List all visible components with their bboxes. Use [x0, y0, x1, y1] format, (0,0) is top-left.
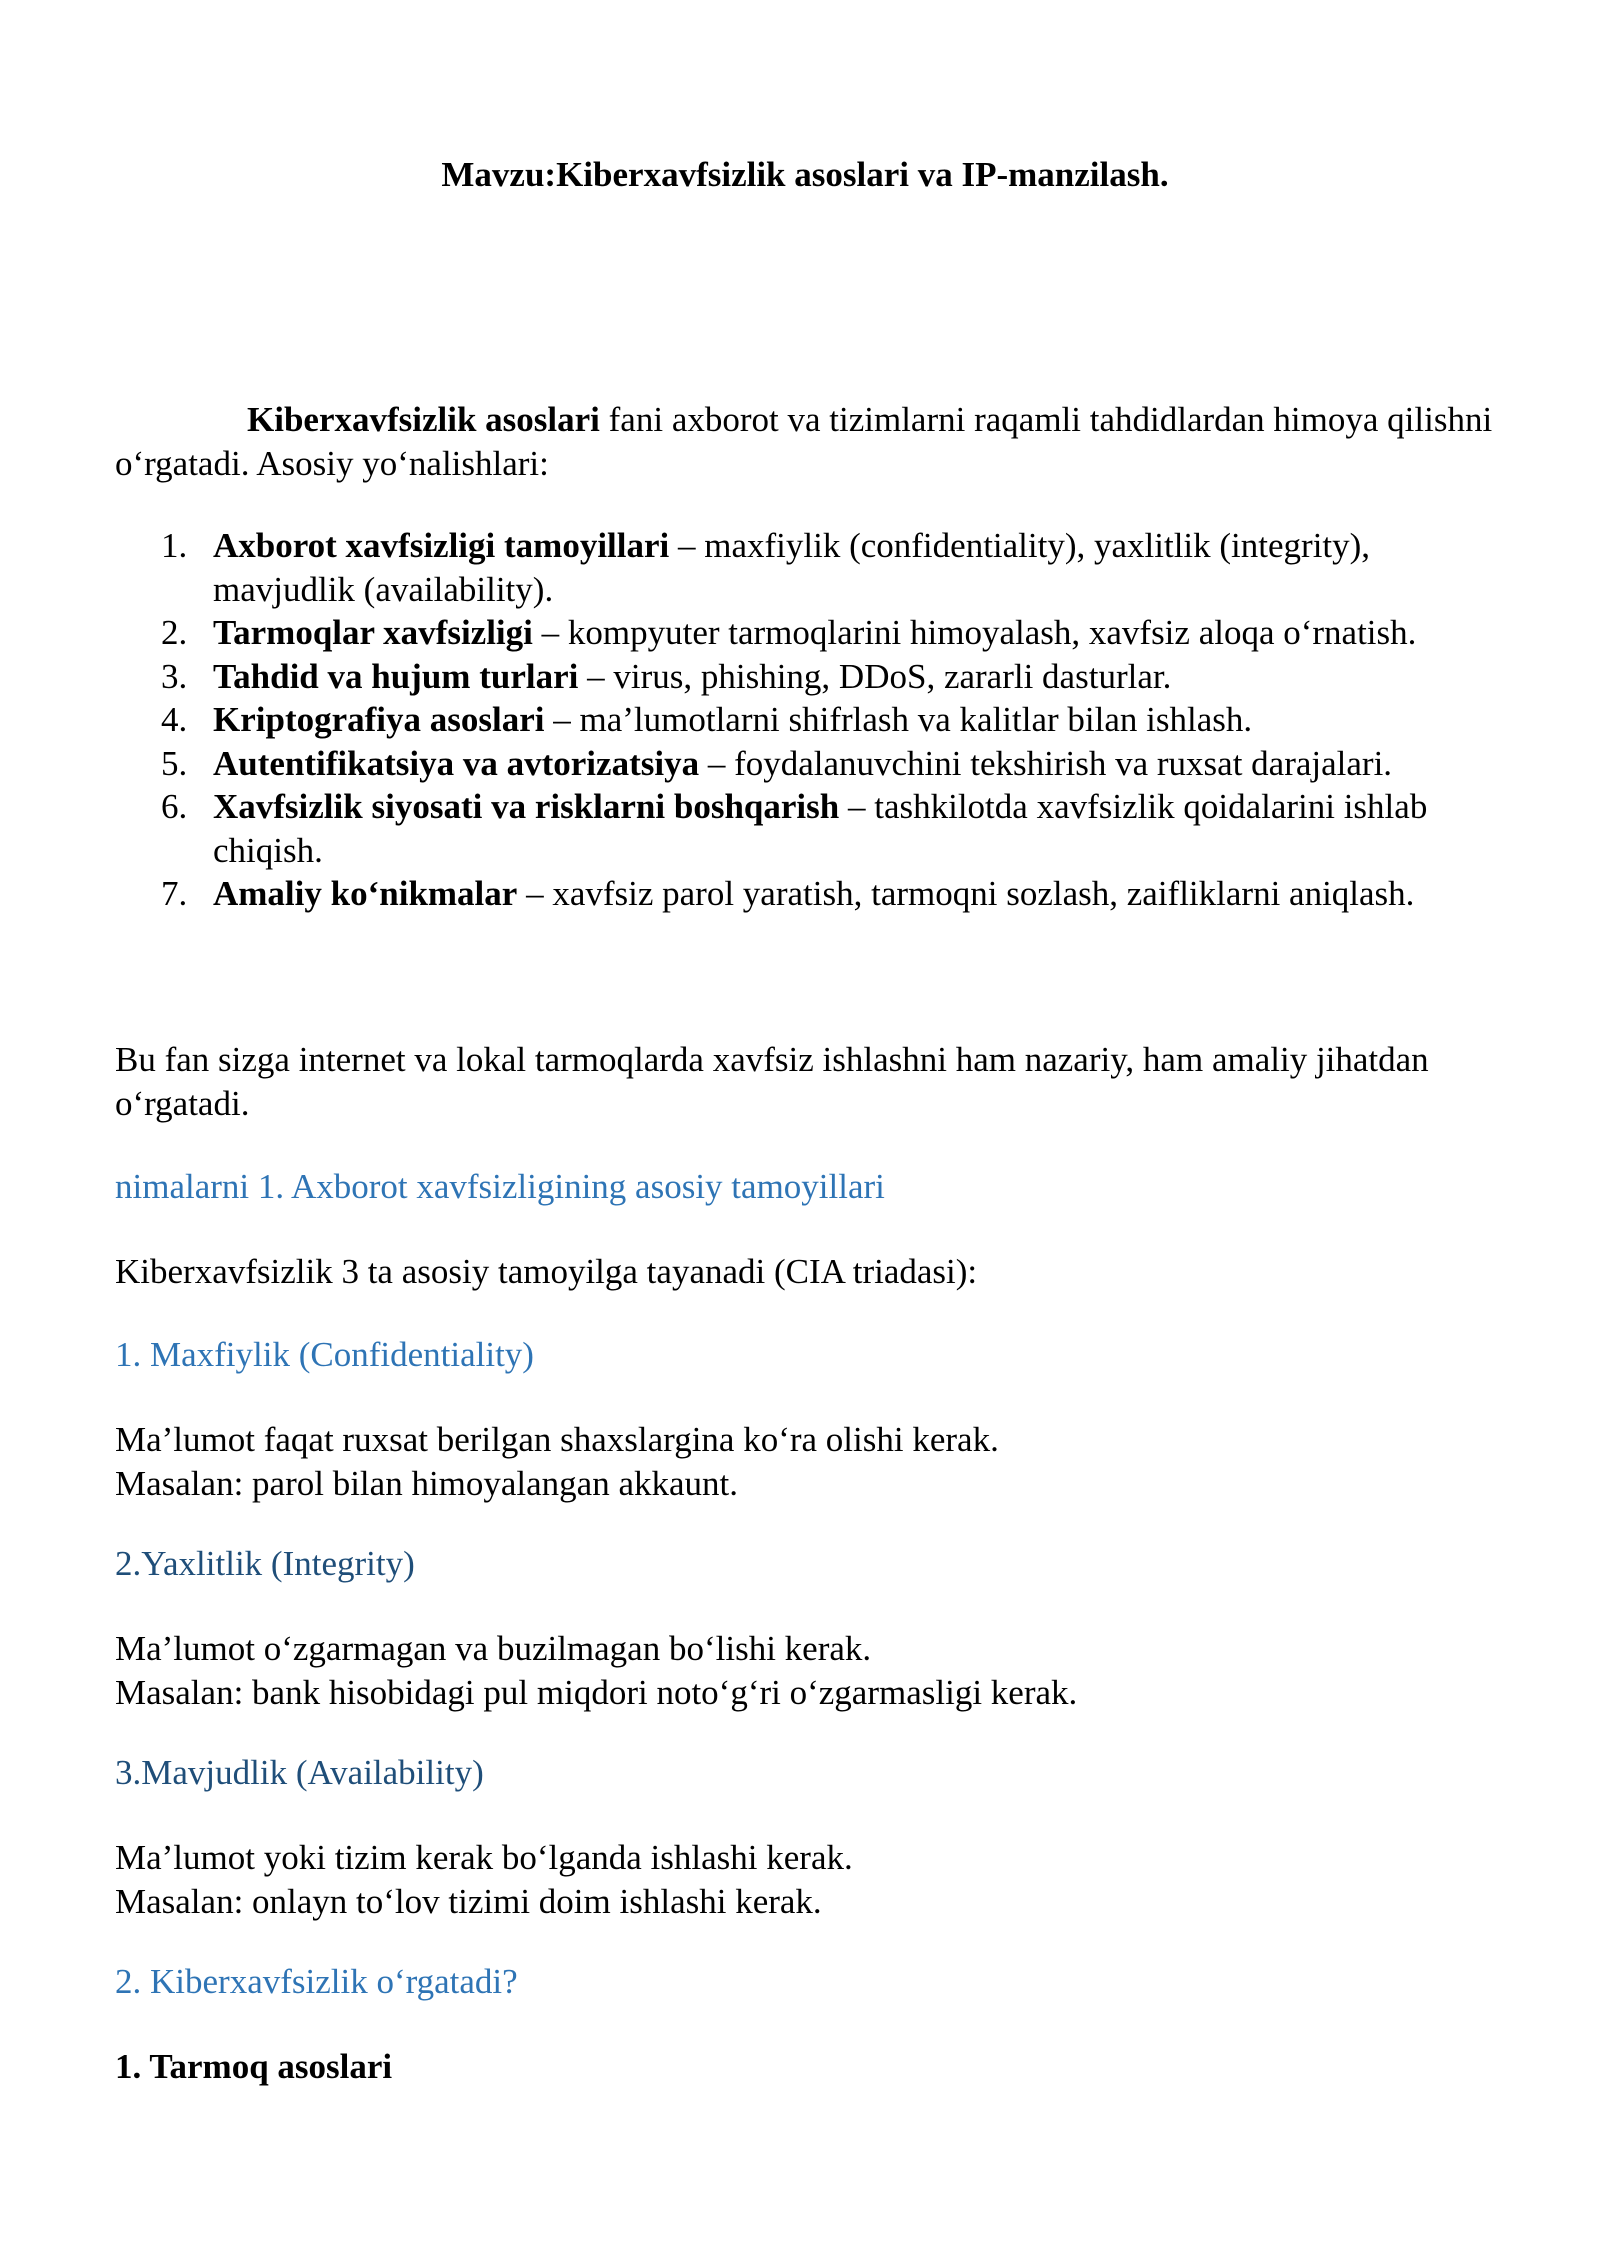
- list-item-text: – foydalanuvchini tekshirish va ruxsat darajalari.: [699, 743, 1393, 783]
- principle-example: Masalan: onlayn to‘lov tizimi doim ishlashi kerak.: [115, 1881, 822, 1921]
- list-item-term: Xavfsizlik siyosati va risklarni boshqarish: [213, 787, 840, 826]
- section-heading: 2. Kiberxavfsizlik o‘rgatadi?: [115, 1962, 518, 2001]
- list-item-text: – virus, phishing, DDoS, zararli dasturlar.: [578, 656, 1172, 696]
- document-title: Mavzu:Kiberxavfsizlik asoslari va IP-manzilash.: [441, 155, 1169, 194]
- list-item-text: – kompyuter tarmoqlarini himoyalash, xavfsiz aloqa o‘rnatish.: [532, 613, 1417, 652]
- list-item: [115, 655, 1505, 699]
- principle-line: Ma’lumot yoki tizim kerak bo‘lganda ishlashi kerak.: [115, 1838, 853, 1877]
- list-item: [115, 698, 1505, 742]
- list-item-text: – tashkilotda xavfsizlik qoidalarini ishlab chiqish.: [213, 787, 1428, 870]
- list-item-number: 7.: [161, 874, 188, 913]
- list-item-number: 3.: [161, 656, 188, 696]
- list-item-text: – ma’lumotlarni shifrlash va kalitlar bilan ishlash.: [544, 700, 1253, 739]
- cia-intro-paragraph: Kiberxavfsizlik 3 ta asosiy tamoyilga tayanadi (CIA triadasi):: [115, 1252, 978, 1291]
- list-item: [115, 742, 1505, 786]
- list-item: [115, 872, 1505, 916]
- list-item-number: 1.: [161, 526, 188, 565]
- list-item-term: Tahdid va hujum turlari: [213, 656, 579, 696]
- list-item-term: Kriptografiya asoslari: [213, 700, 545, 739]
- principle-example: Masalan: bank hisobidagi pul miqdori noto‘g‘ri o‘zgarmasligi kerak.: [115, 1672, 1078, 1712]
- principle-description: [115, 1836, 1495, 1923]
- intro-text: fani axborot va tizimlarni raqamli tahdidlardan himoya qilishni o‘rgatadi. Asosiy yo‘nalishlari:: [115, 400, 1493, 483]
- list-item-number: 2.: [161, 613, 188, 652]
- subsection-heading: 1. Tarmoq asoslari: [115, 2047, 393, 2086]
- intro-paragraph: [115, 398, 1495, 485]
- summary-paragraph: Bu fan sizga internet va lokal tarmoqlarda xavfsiz ishlashni ham nazariy, ham amaliy jihatdan o‘rgatadi.: [115, 1040, 1429, 1123]
- principle-heading: 1. Maxfiylik (Confidentiality): [115, 1335, 534, 1374]
- list-item-number: 4.: [161, 700, 188, 739]
- section-heading: nimalarni 1. Axborot xavfsizligining asosiy tamoyillari: [115, 1167, 885, 1206]
- topics-list: [115, 524, 1505, 916]
- list-item-number: 6.: [161, 787, 188, 826]
- list-item-text: – xavfsiz parol yaratish, tarmoqni sozlash, zaifliklarni aniqlash.: [517, 874, 1415, 913]
- list-item: [115, 611, 1505, 655]
- list-item-term: Amaliy ko‘nikmalar: [213, 874, 518, 913]
- principle-heading: 2.Yaxlitlik (Integrity): [115, 1544, 415, 1583]
- list-item: [115, 524, 1505, 611]
- principle-example: Masalan: parol bilan himoyalangan akkaunt.: [115, 1463, 739, 1503]
- list-item-text: – maxfiylik (confidentiality), yaxlitlik (integrity), mavjudlik (availability).: [213, 526, 1371, 609]
- list-item-term: Tarmoqlar xavfsizligi: [213, 613, 533, 652]
- principle-heading: 3.Mavjudlik (Availability): [115, 1753, 484, 1792]
- principle-description: [115, 1418, 1495, 1505]
- list-item-number: 5.: [161, 743, 188, 783]
- principle-description: [115, 1627, 1495, 1714]
- principle-line: Ma’lumot o‘zgarmagan va buzilmagan bo‘lishi kerak.: [115, 1629, 872, 1668]
- list-item: [115, 785, 1505, 872]
- principle-line: Ma’lumot faqat ruxsat berilgan shaxslargina ko‘ra olishi kerak.: [115, 1420, 999, 1459]
- list-item-term: Axborot xavfsizligi tamoyillari: [213, 526, 670, 565]
- list-item-term: Autentifikatsiya va avtorizatsiya: [213, 743, 700, 783]
- intro-bold-term: Kiberxavfsizlik asoslari: [247, 400, 600, 439]
